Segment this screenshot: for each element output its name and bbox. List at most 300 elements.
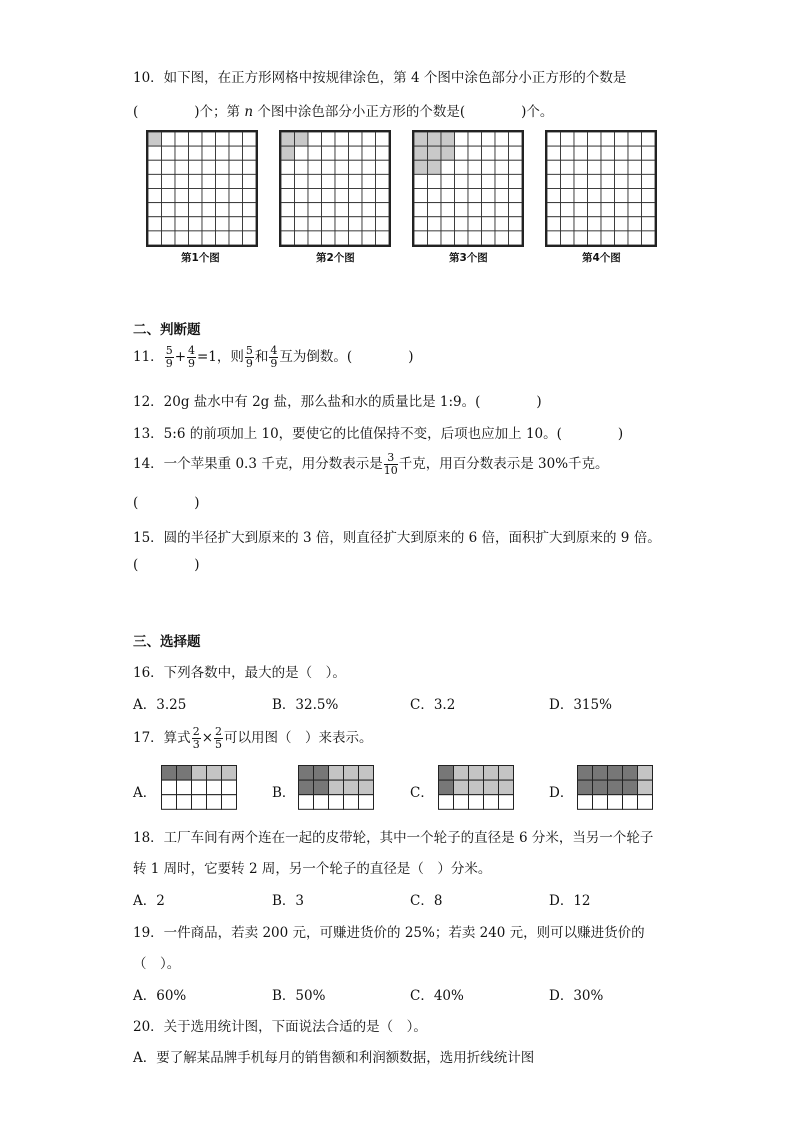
bar-cell [593,766,608,781]
grid-cell [615,231,629,245]
grid-cell [376,146,390,160]
grid-cell [428,146,442,160]
bar-cell [299,795,314,810]
bar-cell [439,766,454,781]
grid-cell [295,132,309,146]
grid-cell [243,231,257,245]
grid-cell [455,132,469,146]
grid-cell [148,217,162,231]
grid-cell [322,217,336,231]
grid-cell [468,132,482,146]
grid-cell [561,160,575,174]
grid-cell [216,174,230,188]
q18-option-c[interactable]: C．8 [410,893,443,909]
bar-cell [608,766,623,781]
grid-cell [547,146,561,160]
grid-cell [308,217,322,231]
grid-cell [202,174,216,188]
grid-cell [509,174,523,188]
bar-cell [608,780,623,795]
caption-fig-2: 第2个图 [316,252,355,264]
grid-cell [441,189,455,203]
grid-cell [561,231,575,245]
grid-cell [547,174,561,188]
grid-cell [216,203,230,217]
q19-option-a[interactable]: A．60% [133,988,187,1004]
grid-cell [162,217,176,231]
grid-cell [509,217,523,231]
grid-cell [615,217,629,231]
grid-cell [281,146,295,160]
grid-cell [495,132,509,146]
bar-cell [192,780,207,795]
grid-cell [642,132,656,146]
grid-cell [335,203,349,217]
bar-cell [439,780,454,795]
grid-cell [428,231,442,245]
grid-cell [349,189,363,203]
grid-cell [482,189,496,203]
grid-cell [468,189,482,203]
grid-cell [295,203,309,217]
q17: 17．算式 $\frac{2}{3}$ × $\frac{2}{5}$ 可以用图（ ）来表示。 [133,725,373,751]
grid-cell [162,189,176,203]
grid-cell [574,146,588,160]
grid-cell [642,231,656,245]
grid-cell [349,160,363,174]
q13: 13．5:6 的前项加上 10，要使它的比值保持不变，后项也应加上 10。( ) [133,426,624,442]
grid-cell [376,160,390,174]
grid-cell [322,189,336,203]
grid-cell [547,231,561,245]
grid-cell [362,132,376,146]
grid-cell [335,174,349,188]
grid-cell [243,203,257,217]
grid-cell [495,189,509,203]
grid-cell [642,217,656,231]
grid-cell [148,231,162,245]
grid-cell [428,189,442,203]
bar-cell [454,780,469,795]
grid-cell [561,203,575,217]
grid-cell [281,231,295,245]
q16-option-b[interactable]: B．32.5% [272,697,339,713]
bar-cell [344,780,359,795]
grid-cell [281,160,295,174]
grid-cell [216,132,230,146]
bar-cell [299,780,314,795]
bar-cell [608,795,623,810]
pattern-grid-4 [545,130,657,247]
bar-cell [207,766,222,781]
grid-cell [574,217,588,231]
grid-cell [628,146,642,160]
q19-option-d[interactable]: D．30% [549,988,604,1004]
q17-option-b-label[interactable]: B． [272,785,296,801]
grid-cell [441,203,455,217]
grid-cell [189,174,203,188]
q16-option-d[interactable]: D．315% [549,697,612,713]
bar-cell [344,766,359,781]
grid-cell [189,160,203,174]
grid-cell [349,174,363,188]
bar-cell [638,766,653,781]
bar-cell [359,766,374,781]
grid-cell [588,160,602,174]
grid-cell [574,132,588,146]
grid-cell [455,189,469,203]
grid-cell [601,160,615,174]
grid-cell [642,160,656,174]
grid-cell [615,203,629,217]
grid-cell [229,231,243,245]
bar-cell [623,795,638,810]
grid-cell [495,174,509,188]
grid-cell [322,231,336,245]
grid-cell [202,132,216,146]
grid-cell [509,231,523,245]
grid-cell [561,189,575,203]
grid-cell [468,231,482,245]
q16-option-a[interactable]: A．3.25 [133,697,187,713]
q19-line2: （ ）。 [133,956,181,972]
bar-cell [454,766,469,781]
grid-cell [574,203,588,217]
grid-cell [376,174,390,188]
q14: 14．一个苹果重 0.3 千克，用分数表示是 $\frac{3}{10}$ 千克，用百分数表示是 30%千克。 [133,451,609,477]
grid-cell [642,174,656,188]
grid-cell [482,231,496,245]
grid-cell [628,189,642,203]
grid-cell [376,217,390,231]
grid-cell [495,217,509,231]
q17-figure-c[interactable] [438,765,515,810]
bar-cell [329,795,344,810]
grid-cell [189,146,203,160]
grid-cell [308,203,322,217]
bar-cell [329,780,344,795]
grid-cell [335,146,349,160]
caption-fig-1: 第1个图 [181,252,220,264]
grid-cell [295,217,309,231]
grid-cell [495,160,509,174]
bar-cell [299,766,314,781]
bar-cell [192,795,207,810]
grid-cell [148,174,162,188]
grid-cell [216,160,230,174]
grid-cell [202,146,216,160]
grid-cell [349,146,363,160]
caption-fig-3: 第3个图 [449,252,488,264]
grid-cell [162,231,176,245]
grid-cell [615,146,629,160]
grid-cell [202,217,216,231]
grid-cell [588,231,602,245]
grid-cell [468,146,482,160]
grid-cell [243,217,257,231]
grid-cell [628,160,642,174]
grid-cell [189,189,203,203]
grid-cell [308,231,322,245]
grid-cell [455,174,469,188]
q17-option-d-label[interactable]: D． [549,785,574,801]
grid-cell [428,160,442,174]
grid-cell [601,132,615,146]
grid-cell [189,231,203,245]
bar-cell [623,766,638,781]
grid-cell [482,217,496,231]
bar-cell [314,766,329,781]
grid-cell [162,160,176,174]
grid-cell [547,160,561,174]
grid-cell [322,146,336,160]
grid-cell [561,146,575,160]
grid-cell [308,160,322,174]
grid-cell [202,231,216,245]
grid-cell [547,189,561,203]
grid-cell [574,174,588,188]
grid-cell [495,203,509,217]
bar-cell [177,795,192,810]
grid-cell [322,132,336,146]
grid-cell [441,132,455,146]
grid-cell [362,217,376,231]
grid-cell [175,217,189,231]
grid-cell [482,146,496,160]
grid-cell [376,203,390,217]
grid-cell [308,189,322,203]
q18-option-d[interactable]: D．12 [549,893,591,909]
grid-cell [414,217,428,231]
bar-cell [484,795,499,810]
grid-cell [295,189,309,203]
grid-cell [281,174,295,188]
grid-cell [189,132,203,146]
grid-cell [243,146,257,160]
grid-cell [295,160,309,174]
grid-cell [642,146,656,160]
q10-line2: ( )个；第 n 个图中涂色部分小正方形的个数是( )个。 [133,104,554,120]
q19-option-b[interactable]: B．50% [272,988,326,1004]
caption-fig-4: 第4个图 [582,252,621,264]
grid-cell [376,132,390,146]
grid-cell [148,189,162,203]
grid-cell [574,231,588,245]
q17-figure-a[interactable] [161,765,238,810]
grid-cell [189,217,203,231]
grid-cell [362,189,376,203]
q18-option-a[interactable]: A．2 [133,893,165,909]
grid-cell [509,132,523,146]
grid-cell [455,203,469,217]
grid-cell [414,189,428,203]
bar-cell [454,795,469,810]
grid-cell [547,217,561,231]
grid-cell [376,231,390,245]
q15-answer: ( ) [133,557,200,573]
grid-cell [588,203,602,217]
grid-cell [441,174,455,188]
grid-cell [308,132,322,146]
q19-option-c[interactable]: C．40% [410,988,464,1004]
grid-cell [495,146,509,160]
grid-cell [349,132,363,146]
grid-cell [642,203,656,217]
grid-cell [561,217,575,231]
bar-cell [638,795,653,810]
grid-cell [615,174,629,188]
grid-cell [335,132,349,146]
grid-cell [229,217,243,231]
section-2-title: 二、判断题 [133,322,201,338]
bar-cell [499,795,514,810]
grid-cell [295,146,309,160]
q20-option-a[interactable]: A．要了解某品牌手机每月的销售额和利润额数据，选用折线统计图 [133,1050,535,1066]
bar-cell [578,795,593,810]
grid-cell [628,132,642,146]
bar-cell [593,780,608,795]
grid-cell [468,217,482,231]
grid-cell [362,174,376,188]
q16-option-c[interactable]: C．3.2 [410,697,456,713]
grid-cell [362,231,376,245]
grid-cell [335,189,349,203]
grid-cell [615,160,629,174]
q17-option-c-label[interactable]: C． [410,785,434,801]
grid-cell [295,174,309,188]
grid-cell [162,174,176,188]
grid-cell [428,203,442,217]
grid-cell [295,231,309,245]
grid-cell [628,203,642,217]
q17-option-a-label[interactable]: A． [133,785,157,801]
grid-cell [468,160,482,174]
grid-cell [229,174,243,188]
grid-cell [308,174,322,188]
bar-cell [499,780,514,795]
bar-cell [344,795,359,810]
grid-cell [468,203,482,217]
grid-cell [615,189,629,203]
grid-cell [414,174,428,188]
grid-cell [148,203,162,217]
bar-cell [593,795,608,810]
grid-cell [455,217,469,231]
grid-cell [362,203,376,217]
grid-cell [509,160,523,174]
grid-cell [308,146,322,160]
grid-cell [229,146,243,160]
pattern-grid-2 [279,130,391,247]
grid-cell [175,146,189,160]
grid-cell [495,231,509,245]
bar-cell [162,795,177,810]
grid-cell [376,189,390,203]
bar-cell [578,780,593,795]
grid-cell [561,132,575,146]
grid-cell [229,160,243,174]
pattern-grid-1 [146,130,258,247]
grid-cell [148,146,162,160]
grid-cell [362,160,376,174]
grid-cell [441,231,455,245]
bar-cell [162,780,177,795]
q18-option-b[interactable]: B．3 [272,893,305,909]
grid-cell [601,146,615,160]
grid-cell [601,174,615,188]
bar-cell [222,766,237,781]
q18-line1: 18．工厂车间有两个连在一起的皮带轮，其中一个轮子的直径是 6 分米，当另一个轮子 [133,830,654,846]
bar-cell [177,766,192,781]
grid-cell [335,160,349,174]
bar-cell [314,795,329,810]
grid-cell [216,217,230,231]
bar-cell [638,780,653,795]
grid-cell [189,203,203,217]
grid-cell [468,174,482,188]
grid-cell [428,174,442,188]
grid-cell [148,160,162,174]
grid-cell [216,231,230,245]
grid-cell [243,174,257,188]
q10-line1: 10．如下图，在正方形网格中按规律涂色，第 4 个图中涂色部分小正方形的个数是 [133,70,627,86]
grid-cell [202,189,216,203]
bar-cell [359,795,374,810]
grid-cell [175,132,189,146]
q17-figure-d[interactable] [577,765,654,810]
grid-cell [216,189,230,203]
grid-cell [455,160,469,174]
grid-cell [281,132,295,146]
grid-cell [601,189,615,203]
bar-cell [329,766,344,781]
bar-cell [207,780,222,795]
q17-figure-b[interactable] [298,765,375,810]
grid-cell [362,146,376,160]
grid-cell [482,132,496,146]
bar-cell [499,766,514,781]
bar-cell [484,780,499,795]
grid-cell [428,132,442,146]
q11: 11． $\frac{5}{9}$ + $\frac{4}{9}$ =1，则 $\frac{5}{9}$ 和 $\frac{4}{9}$ 互为倒数。( ) [133,344,414,370]
grid-cell [509,146,523,160]
grid-cell [588,146,602,160]
grid-cell [349,231,363,245]
grid-cell [349,203,363,217]
bar-cell [623,780,638,795]
grid-cell [414,203,428,217]
q15: 15．圆的半径扩大到原来的 3 倍，则直径扩大到原来的 6 倍，面积扩大到原来的 9 倍。 [133,530,661,546]
grid-cell [509,189,523,203]
grid-cell [509,203,523,217]
grid-cell [162,203,176,217]
grid-cell [322,160,336,174]
grid-cell [281,203,295,217]
grid-cell [202,203,216,217]
grid-cell [574,160,588,174]
grid-cell [175,203,189,217]
q14-answer: ( ) [133,495,200,511]
grid-cell [588,217,602,231]
pattern-grid-3 [412,130,524,247]
bar-cell [469,766,484,781]
grid-cell [175,231,189,245]
grid-cell [482,203,496,217]
grid-cell [229,189,243,203]
grid-cell [229,132,243,146]
grid-cell [414,160,428,174]
grid-cell [455,146,469,160]
